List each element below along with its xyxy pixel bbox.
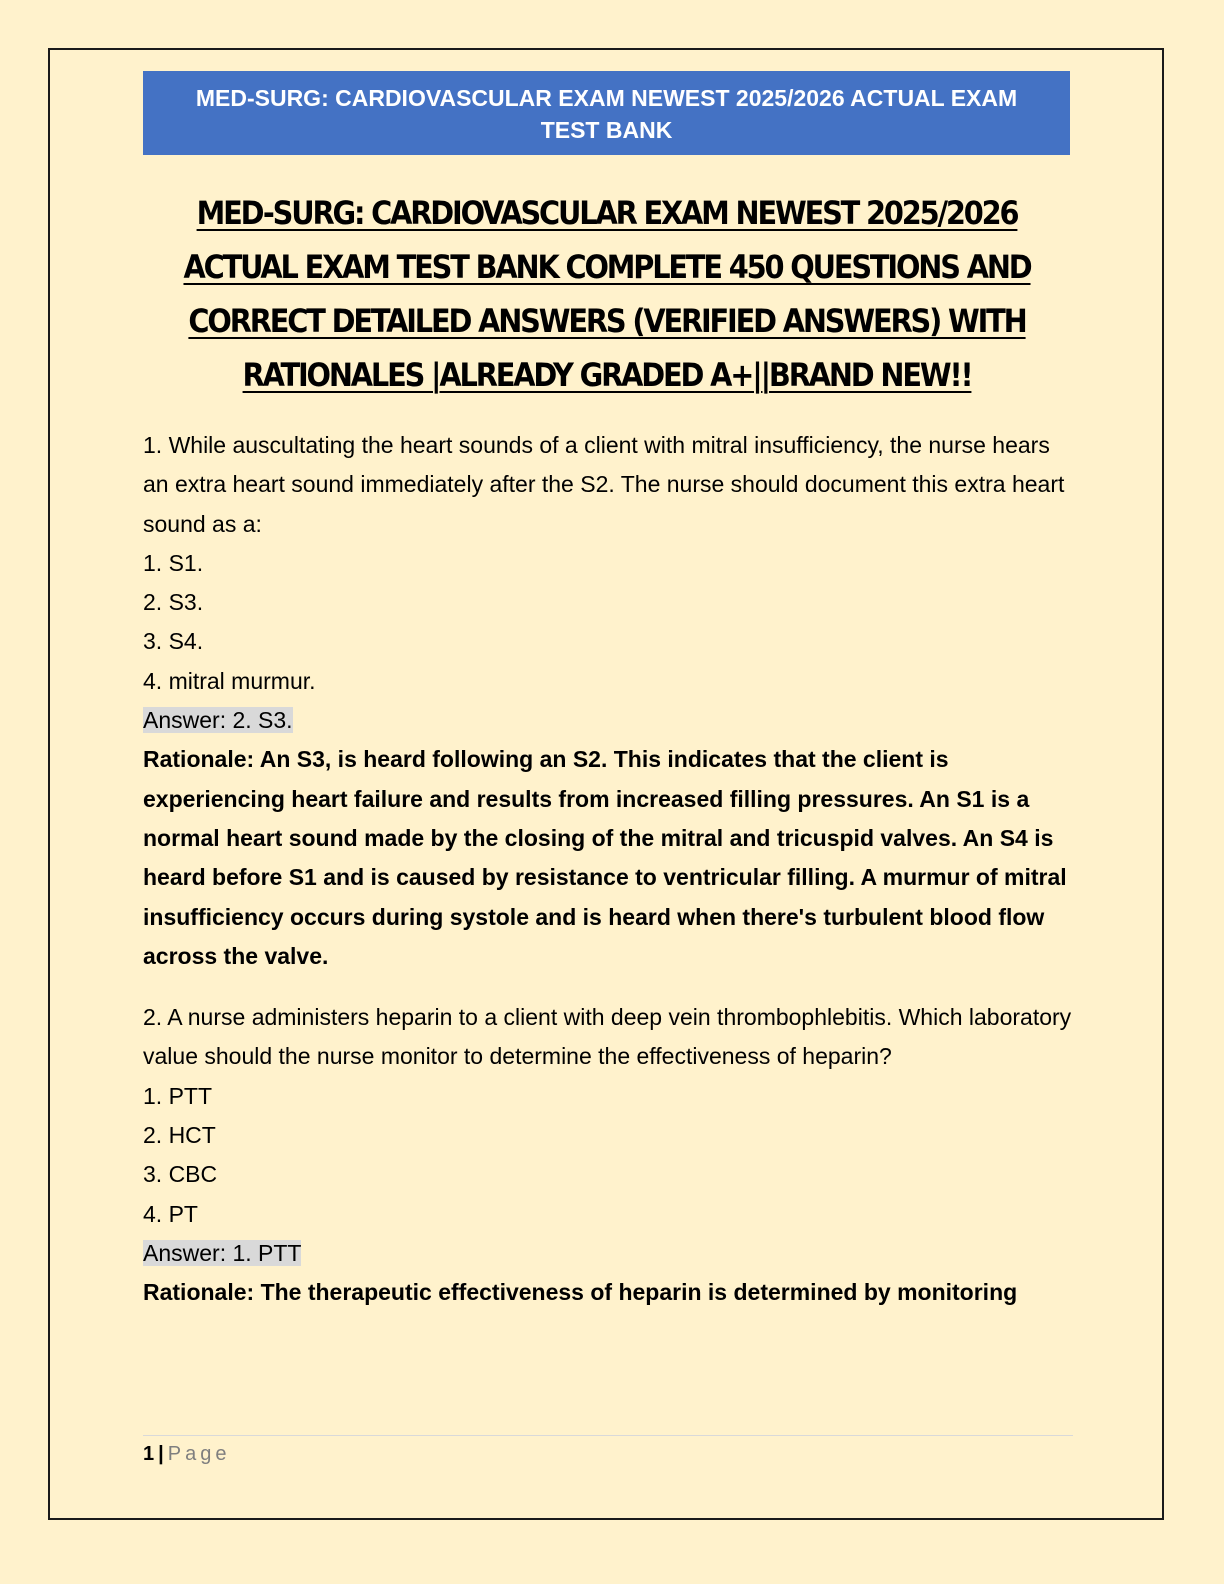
page-number: 1 (143, 1443, 155, 1465)
option-list (143, 1077, 1075, 1234)
page-footer (143, 1441, 230, 1467)
option-item: 1. PTT (143, 1082, 213, 1109)
question-list (143, 426, 1075, 1313)
document-title: MED-SURG: CARDIOVASCULAR EXAM NEWEST 2025/2026 ACTUAL EXAM TEST BANK COMPLETE 450 QUESTIONS AND CORRECT DETAILED ANSWERS (VERIFIED ANSWERS) WITH RATIONALES |ALREADY GRADED A+||BRAND NEW!! (183, 194, 1031, 394)
rationale-text: Rationale: The therapeutic effectiveness of heparin is determined by monitoring (143, 1279, 1018, 1306)
option-item: 2. HCT (143, 1122, 216, 1149)
option-item: 2. S3. (143, 589, 204, 616)
question-text: 2. A nurse administers heparin to a client with deep vein thrombophlebitis. Which laboratory value should the nurse monitor to determine the effectiveness of heparin? (143, 1004, 1072, 1070)
header-banner-title: MED-SURG: CARDIOVASCULAR EXAM NEWEST 2025/2026 ACTUAL EXAM TEST BANK (195, 85, 1018, 143)
question-block-1 (143, 426, 1075, 976)
header-banner (143, 71, 1070, 155)
footer-divider (143, 1435, 1073, 1436)
question-block-2 (143, 998, 1075, 1312)
option-item: 1. S1. (143, 549, 204, 576)
answer-line (143, 1234, 1075, 1273)
option-item: 3. S4. (143, 628, 204, 655)
option-item: 3. CBC (143, 1161, 218, 1188)
option-item: 4. PT (143, 1200, 198, 1227)
answer-line (143, 701, 1075, 740)
rationale-text: Rationale: An S3, is heard following an S2. This indicates that the client is experiencing heart failure and results from increased filling pressures. An S1 is a normal heart sound made by the closing of the mitral and tricuspid valves. An S4 is heard before S1 and is caused by resistance to ventricular filling. A murmur of mitral insufficiency occurs during systole and is heard when there's turbulent blood flow across the valve. (143, 746, 1067, 969)
page-label: Page (167, 1443, 231, 1465)
answer-highlight: Answer: 2. S3. (143, 707, 293, 734)
page-separator: | (158, 1443, 164, 1465)
answer-highlight: Answer: 1. PTT (143, 1239, 302, 1266)
option-item: 4. mitral murmur. (143, 667, 316, 694)
question-text: 1. While auscultating the heart sounds of a client with mitral insufficiency, the nurse hears an extra heart sound immediately after the S2. The nurse should document this extra heart sound as a: (143, 432, 1065, 537)
option-list (143, 544, 1075, 701)
